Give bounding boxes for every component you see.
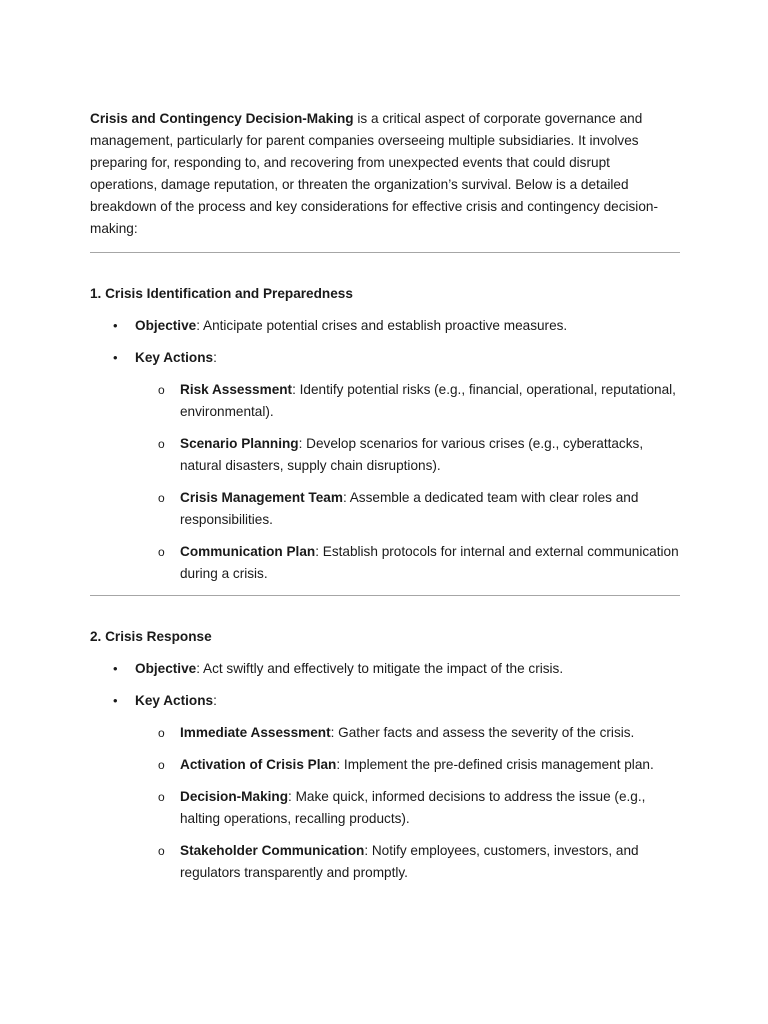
action-term: Crisis Management Team — [180, 490, 343, 505]
bullet-list — [90, 658, 680, 712]
divider — [90, 252, 680, 253]
circle-bullet-icon: o — [158, 726, 165, 740]
circle-bullet-icon: o — [158, 437, 165, 451]
circle-bullet-icon: o — [158, 383, 165, 397]
objective-item — [90, 315, 680, 337]
objective-label: Objective — [135, 661, 197, 676]
bullet-icon: • — [113, 693, 118, 708]
intro-paragraph — [90, 108, 680, 240]
action-text: : Gather facts and assess the severity of the crisis. — [330, 725, 635, 740]
objective-item — [90, 658, 680, 680]
action-text: : Notify employees, customers, investors, and regulators transparently and promptly. — [180, 843, 639, 880]
action-text: : Identify potential risks (e.g., financial, operational, reputational, environmental). — [180, 382, 676, 419]
action-term: Communication Plan — [180, 544, 316, 559]
bullet-list — [90, 315, 680, 369]
action-term: Stakeholder Communication — [180, 843, 365, 858]
bullet-icon: • — [113, 661, 118, 676]
bullet-icon: • — [113, 318, 118, 333]
action-item — [90, 379, 680, 423]
action-text: : Make quick, informed decisions to address the issue (e.g., halting operations, recalling products). — [180, 789, 646, 826]
circle-bullet-icon: o — [158, 844, 165, 858]
section-1 — [90, 284, 680, 585]
action-item — [90, 487, 680, 531]
key-actions-item — [90, 690, 680, 712]
bullet-icon: • — [113, 350, 118, 365]
action-term: Scenario Planning — [180, 436, 299, 451]
section-title: 2. Crisis Response — [90, 629, 212, 644]
action-item — [90, 722, 680, 744]
divider — [90, 595, 680, 596]
document-body — [90, 108, 680, 884]
sub-list — [90, 722, 680, 884]
action-text: : Develop scenarios for various crises (e.g., cyberattacks, natural disasters, supply chain disruptions). — [180, 436, 644, 473]
action-text: : Establish protocols for internal and external communication during a crisis. — [180, 544, 679, 581]
key-actions-label: Key Actions — [135, 350, 214, 365]
key-actions-label: Key Actions — [135, 693, 214, 708]
action-term: Activation of Crisis Plan — [180, 757, 337, 772]
intro-text: is a critical aspect of corporate governance and management, particularly for parent companies overseeing multiple subsidiaries. It involves preparing for, responding to, and recovering from unexpected events that could disrupt operations, damage reputation, or threaten the organization’s survival. Below is a detailed breakdown of the process and key considerations for effective crisis and contingency decision-making: — [90, 111, 658, 236]
action-term: Risk Assessment — [180, 382, 293, 397]
key-actions-item — [90, 347, 680, 369]
action-item — [90, 840, 680, 884]
action-text: : Assemble a dedicated team with clear roles and responsibilities. — [180, 490, 639, 527]
section-title: 1. Crisis Identification and Preparedness — [90, 286, 353, 301]
action-item — [90, 786, 680, 830]
objective-label: Objective — [135, 318, 197, 333]
key-actions-suffix: : — [213, 693, 217, 708]
key-actions-suffix: : — [213, 350, 217, 365]
circle-bullet-icon: o — [158, 790, 165, 804]
action-item — [90, 541, 680, 585]
action-term: Decision-Making — [180, 789, 289, 804]
action-term: Immediate Assessment — [180, 725, 331, 740]
objective-text: : Act swiftly and effectively to mitigate the impact of the crisis. — [196, 661, 564, 676]
intro-lead: Crisis and Contingency Decision-Making — [90, 111, 354, 126]
action-item — [90, 433, 680, 477]
section-2 — [90, 627, 680, 884]
circle-bullet-icon: o — [158, 545, 165, 559]
circle-bullet-icon: o — [158, 758, 165, 772]
action-item — [90, 754, 680, 776]
sub-list — [90, 379, 680, 585]
circle-bullet-icon: o — [158, 491, 165, 505]
action-text: : Implement the pre-defined crisis management plan. — [336, 757, 654, 772]
objective-text: : Anticipate potential crises and establish proactive measures. — [196, 318, 568, 333]
